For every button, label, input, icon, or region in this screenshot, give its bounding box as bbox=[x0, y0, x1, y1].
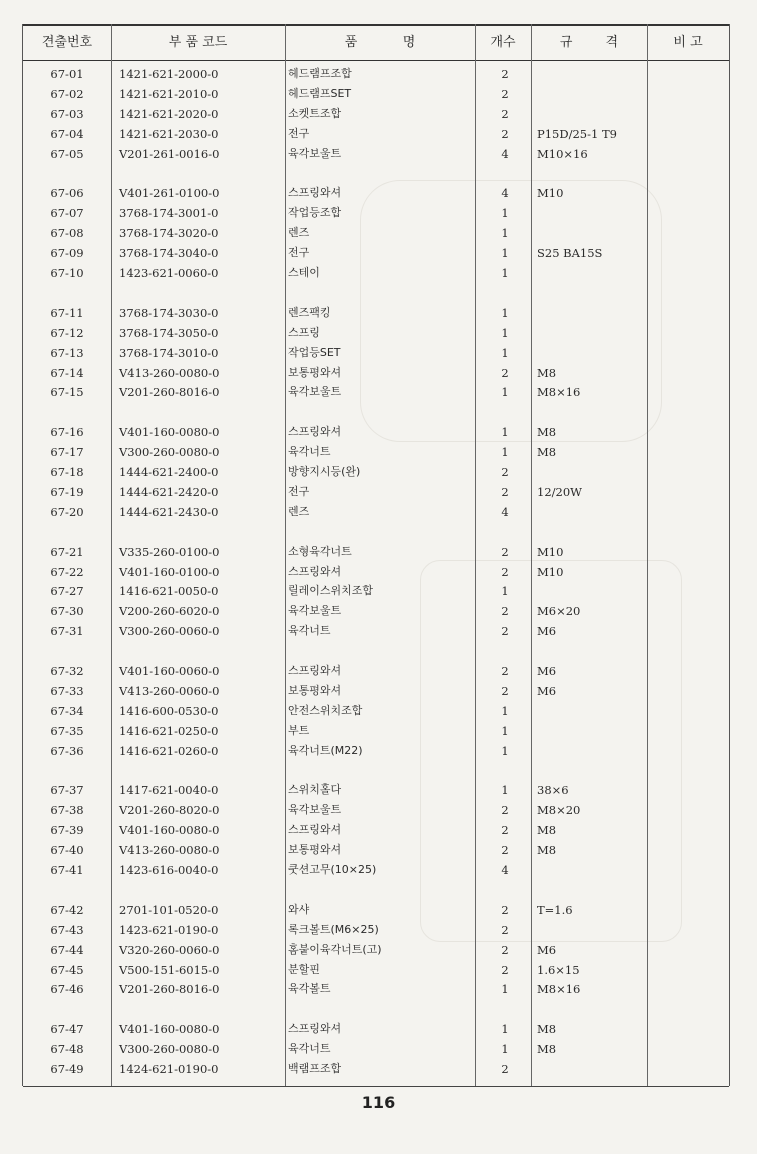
part-number: 67-02 bbox=[50, 86, 84, 101]
part-code: V300-260-0060-0 bbox=[119, 624, 220, 639]
part-code: 1421-621-2000-0 bbox=[119, 67, 219, 81]
part-quantity: 4 bbox=[501, 186, 509, 201]
part-name: 헤드램프SET bbox=[288, 86, 352, 100]
part-code: 1444-621-2430-0 bbox=[119, 504, 219, 519]
part-code: 3768-174-3001-0 bbox=[119, 206, 219, 221]
part-quantity: 2 bbox=[501, 67, 509, 81]
table-row bbox=[23, 581, 729, 601]
table-row bbox=[23, 780, 729, 800]
part-quantity: 2 bbox=[501, 544, 509, 559]
part-name: 렌즈 bbox=[288, 226, 310, 240]
part-number: 67-07 bbox=[50, 206, 84, 221]
part-code: V401-261-0100-0 bbox=[119, 186, 220, 201]
table-row bbox=[23, 84, 729, 104]
part-quantity: 2 bbox=[501, 106, 509, 121]
table-row bbox=[23, 800, 729, 820]
table-row bbox=[23, 422, 729, 442]
part-number: 67-03 bbox=[50, 106, 84, 121]
part-quantity: 2 bbox=[501, 126, 509, 141]
part-name: 헤드램프조합 bbox=[288, 67, 352, 80]
part-quantity: 1 bbox=[501, 445, 509, 460]
part-code: 3768-174-3020-0 bbox=[119, 226, 219, 241]
table-row bbox=[23, 323, 729, 343]
part-quantity: 1 bbox=[501, 206, 509, 221]
part-number: 67-36 bbox=[50, 743, 84, 758]
part-name: 소형육각너트 bbox=[288, 544, 352, 558]
part-code: 1423-616-0040-0 bbox=[119, 863, 219, 877]
part-quantity: 1 bbox=[501, 982, 509, 997]
part-code: 1444-621-2400-0 bbox=[119, 465, 219, 479]
part-quantity: 2 bbox=[501, 922, 509, 937]
header-col-note: 비 고 bbox=[673, 35, 703, 50]
part-code: 1416-600-0530-0 bbox=[119, 703, 219, 718]
part-code: 1417-621-0040-0 bbox=[119, 783, 219, 798]
part-quantity: 1 bbox=[501, 703, 509, 718]
part-spec: M10×16 bbox=[537, 146, 588, 161]
part-quantity: 1 bbox=[501, 584, 509, 599]
part-quantity: 2 bbox=[501, 604, 509, 619]
table-row bbox=[23, 661, 729, 681]
part-name: 소켓트조합 bbox=[288, 106, 342, 120]
part-number: 67-12 bbox=[50, 325, 84, 340]
part-code: V201-260-8020-0 bbox=[119, 803, 220, 818]
part-code: 1423-621-0060-0 bbox=[119, 266, 219, 280]
table-row bbox=[23, 183, 729, 203]
table-body bbox=[23, 60, 729, 1087]
table-row bbox=[23, 820, 729, 840]
part-number: 67-47 bbox=[50, 1022, 84, 1037]
part-quantity: 2 bbox=[501, 664, 509, 678]
part-code: 1416-621-0250-0 bbox=[119, 723, 219, 738]
table-row bbox=[23, 940, 729, 960]
part-code: 1424-621-0190-0 bbox=[119, 1062, 219, 1076]
part-number: 67-43 bbox=[50, 922, 84, 937]
part-name: 전구 bbox=[288, 246, 310, 260]
part-spec: M8 bbox=[537, 1022, 557, 1037]
part-code: 3768-174-3030-0 bbox=[119, 305, 219, 320]
part-quantity: 1 bbox=[501, 345, 509, 360]
table-row bbox=[23, 681, 729, 701]
part-name: 스프링와셔 bbox=[288, 1022, 342, 1036]
part-code: 1421-621-2010-0 bbox=[119, 86, 219, 101]
part-number: 67-19 bbox=[50, 484, 84, 499]
part-name: 렌즈팩킹 bbox=[288, 305, 331, 319]
part-name: 와샤 bbox=[288, 902, 310, 916]
table-row bbox=[23, 104, 729, 124]
part-code: V401-160-0060-0 bbox=[119, 664, 220, 678]
part-code: V413-260-0080-0 bbox=[119, 843, 220, 858]
part-spec: M8 bbox=[537, 1042, 557, 1057]
part-name: 스프링와셔 bbox=[288, 664, 342, 677]
header-col-no: 견출번호 bbox=[41, 35, 93, 50]
part-code: 1416-621-0050-0 bbox=[119, 584, 219, 599]
part-name: 스프링 bbox=[288, 325, 320, 339]
table-row bbox=[23, 900, 729, 920]
part-quantity: 2 bbox=[501, 365, 509, 380]
part-name: 전구 bbox=[288, 126, 310, 140]
table-row bbox=[23, 382, 729, 402]
part-quantity: 4 bbox=[501, 863, 509, 877]
part-number: 67-21 bbox=[50, 544, 84, 559]
part-spec: M8 bbox=[537, 365, 557, 380]
part-quantity: 2 bbox=[501, 465, 509, 479]
part-number: 67-37 bbox=[50, 783, 84, 798]
part-spec: M6×20 bbox=[537, 604, 581, 619]
part-spec: M8×16 bbox=[537, 385, 581, 400]
table-row bbox=[23, 1019, 729, 1039]
part-number: 67-40 bbox=[50, 843, 84, 858]
part-code: 1421-621-2020-0 bbox=[119, 106, 219, 121]
part-code: V401-160-0080-0 bbox=[119, 1022, 220, 1037]
part-name: 스프링와셔 bbox=[288, 186, 342, 200]
part-name: 육각너트 bbox=[288, 445, 331, 459]
part-spec: M8 bbox=[537, 425, 557, 440]
table-row bbox=[23, 144, 729, 164]
part-quantity: 1 bbox=[501, 1022, 509, 1037]
part-quantity: 1 bbox=[501, 246, 509, 261]
table-row bbox=[23, 701, 729, 721]
part-quantity: 2 bbox=[501, 902, 509, 917]
part-name: 육각보울트 bbox=[288, 604, 342, 618]
part-number: 67-41 bbox=[50, 863, 84, 877]
part-name: 육각보울트 bbox=[288, 803, 342, 817]
table-row bbox=[23, 223, 729, 243]
part-quantity: 1 bbox=[501, 325, 509, 340]
table-row bbox=[23, 721, 729, 741]
part-name: 육각너트 bbox=[288, 624, 331, 638]
part-number: 67-15 bbox=[50, 385, 84, 400]
part-number: 67-45 bbox=[50, 962, 84, 977]
part-number: 67-22 bbox=[50, 564, 84, 579]
part-code: V201-260-8016-0 bbox=[119, 385, 220, 400]
part-name: 렌즈 bbox=[288, 504, 310, 518]
table-row bbox=[23, 1059, 729, 1079]
part-name: 육각볼트 bbox=[288, 982, 331, 996]
part-spec: P15D/25-1 T9 bbox=[537, 126, 617, 141]
part-quantity: 1 bbox=[501, 1042, 509, 1057]
header-col-qty: 개수 bbox=[490, 35, 516, 50]
table-row bbox=[23, 263, 729, 283]
part-name: 보통평와셔 bbox=[288, 843, 342, 857]
part-quantity: 2 bbox=[501, 823, 509, 838]
part-name: 홈붙이육각너트(고) bbox=[288, 942, 382, 956]
part-quantity: 1 bbox=[501, 385, 509, 400]
table-row bbox=[23, 1039, 729, 1059]
part-quantity: 2 bbox=[501, 1062, 509, 1076]
part-quantity: 4 bbox=[501, 146, 509, 161]
part-spec: M8 bbox=[537, 445, 557, 460]
part-quantity: 2 bbox=[501, 683, 509, 698]
part-name: 방향지시등(완) bbox=[288, 465, 361, 478]
part-number: 67-35 bbox=[50, 723, 84, 738]
part-number: 67-49 bbox=[50, 1062, 84, 1076]
part-name: 육각보울트 bbox=[288, 146, 342, 160]
part-code: 3768-174-3040-0 bbox=[119, 246, 219, 261]
table-row bbox=[23, 64, 729, 84]
part-code: V200-260-6020-0 bbox=[119, 604, 220, 619]
part-quantity: 1 bbox=[501, 425, 509, 440]
table-row bbox=[23, 502, 729, 522]
parts-table bbox=[22, 24, 730, 1086]
part-code: V300-260-0080-0 bbox=[119, 1042, 220, 1057]
part-number: 67-18 bbox=[50, 465, 84, 479]
part-code: V413-260-0060-0 bbox=[119, 683, 220, 698]
part-number: 67-14 bbox=[50, 365, 84, 380]
part-number: 67-48 bbox=[50, 1042, 84, 1057]
part-name: 록크볼트(M6×25) bbox=[288, 922, 379, 936]
part-number: 67-08 bbox=[50, 226, 84, 241]
part-number: 67-38 bbox=[50, 803, 84, 818]
part-number: 67-27 bbox=[50, 584, 84, 599]
part-number: 67-01 bbox=[50, 67, 84, 81]
part-number: 67-05 bbox=[50, 146, 84, 161]
part-spec: M8×20 bbox=[537, 803, 581, 818]
table-row bbox=[23, 562, 729, 582]
part-spec: M6 bbox=[537, 683, 557, 698]
part-code: 3768-174-3010-0 bbox=[119, 345, 219, 360]
part-code: V401-160-0080-0 bbox=[119, 823, 220, 838]
part-name: 릴레이스위치조합 bbox=[288, 584, 374, 598]
table-row bbox=[23, 363, 729, 383]
table-row bbox=[23, 482, 729, 502]
part-spec: 1.6×15 bbox=[537, 962, 580, 977]
part-spec: M10 bbox=[537, 186, 564, 201]
part-name: 스테이 bbox=[288, 266, 320, 279]
part-code: V201-261-0016-0 bbox=[119, 146, 220, 161]
part-number: 67-30 bbox=[50, 604, 84, 619]
part-code: V401-160-0080-0 bbox=[119, 425, 220, 440]
part-code: 1416-621-0260-0 bbox=[119, 743, 219, 758]
part-number: 67-06 bbox=[50, 186, 84, 201]
part-quantity: 2 bbox=[501, 942, 509, 957]
part-quantity: 1 bbox=[501, 743, 509, 758]
table-row bbox=[23, 442, 729, 462]
part-spec: S25 BA15S bbox=[537, 246, 603, 261]
part-name: 육각보울트 bbox=[288, 385, 342, 399]
header-col-spec: 규 격 bbox=[559, 35, 619, 50]
part-quantity: 1 bbox=[501, 783, 509, 798]
part-spec: T=1.6 bbox=[537, 902, 573, 917]
part-number: 67-09 bbox=[50, 246, 84, 261]
part-number: 67-04 bbox=[50, 126, 84, 141]
part-code: V413-260-0080-0 bbox=[119, 365, 220, 380]
part-quantity: 1 bbox=[501, 305, 509, 320]
part-code: V500-151-6015-0 bbox=[119, 962, 220, 977]
table-row bbox=[23, 343, 729, 363]
table-row bbox=[23, 303, 729, 323]
part-quantity: 2 bbox=[501, 86, 509, 101]
part-quantity: 4 bbox=[501, 504, 509, 519]
part-number: 67-34 bbox=[50, 703, 84, 718]
part-number: 67-42 bbox=[50, 902, 84, 917]
table-row bbox=[23, 960, 729, 980]
part-name: 작업등SET bbox=[288, 345, 341, 359]
table-row bbox=[23, 601, 729, 621]
table-header bbox=[23, 24, 729, 61]
table-row bbox=[23, 243, 729, 263]
table-row bbox=[23, 124, 729, 144]
part-spec: M8×16 bbox=[537, 982, 581, 997]
table-row bbox=[23, 979, 729, 999]
part-spec: M10 bbox=[537, 564, 564, 579]
table-row bbox=[23, 741, 729, 761]
part-code: V335-260-0100-0 bbox=[119, 544, 220, 559]
part-number: 67-39 bbox=[50, 823, 84, 838]
part-number: 67-13 bbox=[50, 345, 84, 360]
part-name: 백램프조합 bbox=[288, 1062, 342, 1075]
part-spec: M6 bbox=[537, 664, 557, 678]
table-row bbox=[23, 920, 729, 940]
part-name: 보통평와셔 bbox=[288, 365, 342, 379]
table-row bbox=[23, 840, 729, 860]
part-number: 67-31 bbox=[50, 624, 84, 639]
part-spec: M10 bbox=[537, 544, 564, 559]
header-col-code: 부 품 코드 bbox=[168, 35, 228, 50]
table-row bbox=[23, 462, 729, 482]
part-quantity: 1 bbox=[501, 226, 509, 241]
part-number: 67-46 bbox=[50, 982, 84, 997]
page-number: 116 bbox=[361, 1093, 396, 1112]
part-spec: M8 bbox=[537, 843, 557, 858]
part-number: 67-33 bbox=[50, 683, 84, 698]
part-quantity: 2 bbox=[501, 484, 509, 499]
part-quantity: 2 bbox=[501, 624, 509, 639]
part-name: 부트 bbox=[288, 723, 310, 737]
part-quantity: 2 bbox=[501, 803, 509, 818]
part-code: 2701-101-0520-0 bbox=[119, 902, 219, 917]
part-code: 1423-621-0190-0 bbox=[119, 922, 219, 937]
table-row bbox=[23, 542, 729, 562]
part-number: 67-17 bbox=[50, 445, 84, 460]
part-number: 67-11 bbox=[50, 305, 84, 320]
part-name: 스프링와셔 bbox=[288, 823, 342, 837]
part-name: 분할핀 bbox=[288, 962, 320, 976]
part-name: 작업등조합 bbox=[288, 206, 342, 220]
part-spec: M8 bbox=[537, 823, 557, 838]
part-code: 1421-621-2030-0 bbox=[119, 126, 219, 141]
part-spec: M6 bbox=[537, 624, 557, 639]
table-row bbox=[23, 860, 729, 880]
part-code: V300-260-0080-0 bbox=[119, 445, 220, 460]
part-spec: 38×6 bbox=[537, 783, 569, 798]
table-row bbox=[23, 203, 729, 223]
part-spec: M6 bbox=[537, 942, 557, 957]
part-quantity: 1 bbox=[501, 266, 509, 280]
part-name: 안전스위치조합 bbox=[288, 703, 363, 717]
part-name: 전구 bbox=[288, 484, 310, 498]
part-name: 육각너트(M22) bbox=[288, 743, 363, 757]
part-number: 67-44 bbox=[50, 942, 84, 957]
part-code: 3768-174-3050-0 bbox=[119, 325, 219, 340]
part-name: 스위치홀다 bbox=[288, 783, 342, 797]
part-name: 스프링와셔 bbox=[288, 564, 342, 578]
part-number: 67-32 bbox=[50, 664, 84, 678]
part-number: 67-10 bbox=[50, 266, 84, 280]
part-spec: 12/20W bbox=[537, 484, 582, 499]
part-code: V320-260-0060-0 bbox=[119, 942, 220, 957]
part-quantity: 1 bbox=[501, 723, 509, 738]
part-name: 스프링와셔 bbox=[288, 425, 342, 439]
part-quantity: 2 bbox=[501, 962, 509, 977]
part-quantity: 2 bbox=[501, 843, 509, 858]
part-name: 보통평와셔 bbox=[288, 683, 342, 697]
part-code: V201-260-8016-0 bbox=[119, 982, 220, 997]
part-number: 67-20 bbox=[50, 504, 84, 519]
table-row bbox=[23, 621, 729, 641]
part-number: 67-16 bbox=[50, 425, 84, 440]
part-code: 1444-621-2420-0 bbox=[119, 484, 219, 499]
part-code: V401-160-0100-0 bbox=[119, 564, 220, 579]
part-name: 육각너트 bbox=[288, 1042, 331, 1056]
header-col-name: 품 명 bbox=[344, 35, 416, 50]
part-name: 쿳션고무(10×25) bbox=[288, 863, 377, 876]
part-quantity: 2 bbox=[501, 564, 509, 579]
